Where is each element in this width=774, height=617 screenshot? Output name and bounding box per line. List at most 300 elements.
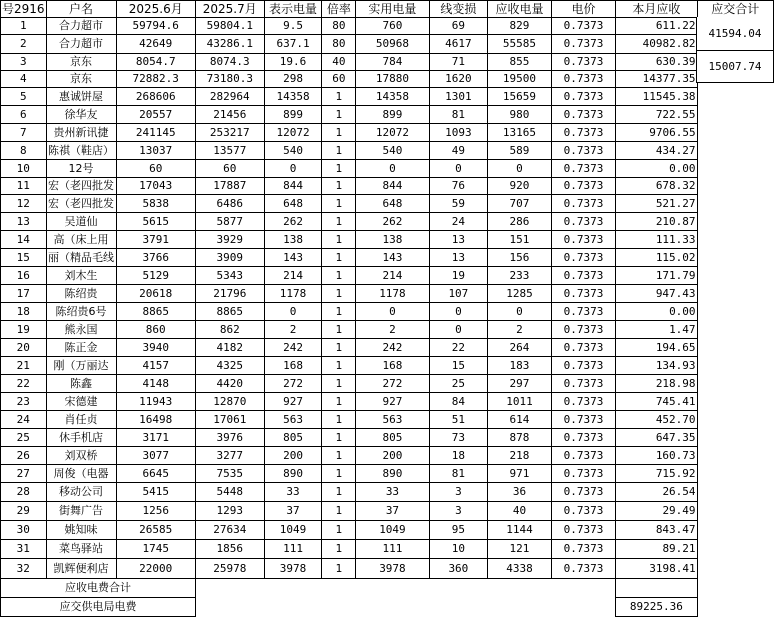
table-cell: 890	[264, 465, 322, 483]
column-header: 户名	[46, 1, 116, 18]
table-cell: 30	[1, 521, 47, 540]
table-cell: 194.65	[616, 339, 697, 357]
empty-cell	[429, 598, 487, 617]
table-cell: 19500	[488, 71, 552, 88]
table-cell: 21456	[195, 106, 264, 124]
table-cell: 0.7373	[551, 393, 615, 411]
empty-cell	[697, 465, 773, 483]
table-cell: 72882.3	[116, 71, 195, 88]
table-cell: 843.47	[616, 521, 697, 540]
table-cell: 14358	[356, 88, 429, 106]
table-cell: 73	[429, 429, 487, 447]
column-header: 表示电量	[264, 1, 322, 18]
table-cell: 凯辉便利店	[46, 559, 116, 579]
table-cell: 611.22	[616, 18, 697, 35]
table-cell: 21796	[195, 285, 264, 303]
table-cell: 5448	[195, 483, 264, 502]
table-cell: 0	[429, 160, 487, 178]
receivable-value	[616, 579, 697, 598]
table-cell: 1	[322, 249, 356, 267]
empty-cell	[697, 142, 773, 160]
table-cell: 18	[429, 447, 487, 465]
table-cell: 745.41	[616, 393, 697, 411]
table-cell: 262	[356, 213, 429, 231]
table-cell: 22	[429, 339, 487, 357]
table-cell: 73180.3	[195, 71, 264, 88]
table-cell: 563	[356, 411, 429, 429]
table-cell: 4420	[195, 375, 264, 393]
empty-cell	[697, 321, 773, 339]
empty-cell	[697, 267, 773, 285]
table-cell: 25978	[195, 559, 264, 579]
table-cell: 0.7373	[551, 559, 615, 579]
table-cell: 11545.38	[616, 88, 697, 106]
table-cell: 3976	[195, 429, 264, 447]
column-header: 应收电量	[488, 1, 552, 18]
table-cell: 89.21	[616, 540, 697, 559]
column-header: 本月应收	[616, 1, 697, 18]
table-cell: 36	[488, 483, 552, 502]
empty-cell	[195, 598, 264, 617]
table-cell: 22	[1, 375, 47, 393]
empty-cell	[264, 579, 322, 598]
receivable-total-row	[1, 579, 774, 598]
table-cell: 33	[264, 483, 322, 502]
table-cell: 143	[264, 249, 322, 267]
table-cell: 37	[264, 502, 322, 521]
table-cell: 9706.55	[616, 124, 697, 142]
table-cell: 0.7373	[551, 321, 615, 339]
receivable-label: 应收电费合计	[1, 579, 196, 598]
table-cell: 111	[264, 540, 322, 559]
table-cell: 3077	[116, 447, 195, 465]
table-cell: 3940	[116, 339, 195, 357]
table-cell: 10	[1, 160, 47, 178]
empty-cell	[697, 447, 773, 465]
table-cell: 25	[429, 375, 487, 393]
table-cell: 7535	[195, 465, 264, 483]
table-cell: 1049	[264, 521, 322, 540]
table-cell: 1	[322, 303, 356, 321]
empty-cell	[697, 521, 773, 540]
table-cell: 0.7373	[551, 483, 615, 502]
empty-cell	[697, 249, 773, 267]
table-cell: 138	[264, 231, 322, 249]
table-cell: 3	[1, 54, 47, 71]
table-cell: 899	[356, 106, 429, 124]
table-cell: 0.7373	[551, 178, 615, 195]
table-row	[1, 142, 774, 160]
table-cell: 0.7373	[551, 249, 615, 267]
column-header: 2025.7月	[195, 1, 264, 18]
table-cell: 81	[429, 106, 487, 124]
table-cell: 0.7373	[551, 231, 615, 249]
table-cell: 214	[356, 267, 429, 285]
table-row	[1, 483, 774, 502]
empty-cell	[488, 598, 552, 617]
table-cell: 272	[356, 375, 429, 393]
table-cell: 844	[356, 178, 429, 195]
table-cell: 13	[429, 231, 487, 249]
table-cell: 25	[1, 429, 47, 447]
table-cell: 107	[429, 285, 487, 303]
table-cell: 0.7373	[551, 54, 615, 71]
table-cell: 3171	[116, 429, 195, 447]
table-cell: 合力超市	[46, 35, 116, 54]
table-cell: 1	[322, 195, 356, 213]
table-cell: 宏（老四批发	[46, 178, 116, 195]
empty-cell	[488, 579, 552, 598]
empty-cell	[356, 598, 429, 617]
table-cell: 5838	[116, 195, 195, 213]
table-cell: 1	[322, 267, 356, 285]
table-cell: 14	[1, 231, 47, 249]
empty-cell	[697, 357, 773, 375]
payable-total-row	[1, 598, 774, 617]
table-cell: 3909	[195, 249, 264, 267]
table-cell: 4617	[429, 35, 487, 54]
table-cell: 200	[264, 447, 322, 465]
table-cell: 1	[322, 540, 356, 559]
table-cell: 233	[488, 267, 552, 285]
table-cell: 927	[264, 393, 322, 411]
table-cell: 49	[429, 142, 487, 160]
table-cell: 3	[429, 502, 487, 521]
header-row	[1, 1, 774, 18]
table-cell: 59	[429, 195, 487, 213]
empty-cell	[264, 598, 322, 617]
table-cell: 32	[1, 559, 47, 579]
table-cell: 宋德建	[46, 393, 116, 411]
table-cell: 16498	[116, 411, 195, 429]
table-cell: 614	[488, 411, 552, 429]
table-cell: 1301	[429, 88, 487, 106]
empty-cell	[697, 178, 773, 195]
table-cell: 街舞广告	[46, 502, 116, 521]
table-cell: 805	[356, 429, 429, 447]
table-cell: 563	[264, 411, 322, 429]
table-cell: 1	[322, 321, 356, 339]
table-cell: 927	[356, 393, 429, 411]
table-cell: 3	[429, 483, 487, 502]
table-cell: 71	[429, 54, 487, 71]
table-cell: 42649	[116, 35, 195, 54]
table-cell: 4325	[195, 357, 264, 375]
table-cell: 59794.6	[116, 18, 195, 35]
table-cell: 周俊（电器	[46, 465, 116, 483]
table-cell: 707	[488, 195, 552, 213]
table-cell: 姚知味	[46, 521, 116, 540]
table-cell: 20	[1, 339, 47, 357]
table-row	[1, 213, 774, 231]
table-row	[1, 411, 774, 429]
table-cell: 8	[1, 142, 47, 160]
table-cell: 920	[488, 178, 552, 195]
empty-cell	[697, 195, 773, 213]
table-row	[1, 465, 774, 483]
table-cell: 151	[488, 231, 552, 249]
table-cell: 297	[488, 375, 552, 393]
table-cell: 81	[429, 465, 487, 483]
table-cell: 862	[195, 321, 264, 339]
table-cell: 0.7373	[551, 540, 615, 559]
table-cell: 5129	[116, 267, 195, 285]
side-total-1: 41594.04	[696, 17, 774, 51]
table-cell: 241145	[116, 124, 195, 142]
table-cell: 0.00	[616, 303, 697, 321]
empty-cell	[697, 502, 773, 521]
empty-cell	[697, 106, 773, 124]
table-row	[1, 502, 774, 521]
table-cell: 20618	[116, 285, 195, 303]
table-cell: 272	[264, 375, 322, 393]
empty-cell	[551, 579, 615, 598]
table-cell: 1	[322, 411, 356, 429]
table-row	[1, 540, 774, 559]
empty-cell	[551, 598, 615, 617]
table-cell: 286	[488, 213, 552, 231]
table-cell: 678.32	[616, 178, 697, 195]
table-cell: 0	[264, 160, 322, 178]
table-cell: 休手机店	[46, 429, 116, 447]
table-row	[1, 54, 774, 71]
table-cell: 11	[1, 178, 47, 195]
table-cell: 1	[322, 559, 356, 579]
table-cell: 5415	[116, 483, 195, 502]
table-cell: 647.35	[616, 429, 697, 447]
table-cell: 111	[356, 540, 429, 559]
table-cell: 2	[488, 321, 552, 339]
table-cell: 60	[195, 160, 264, 178]
table-cell: 高（床上用	[46, 231, 116, 249]
table-cell: 刘木生	[46, 267, 116, 285]
table-cell: 0.7373	[551, 447, 615, 465]
table-cell: 22000	[116, 559, 195, 579]
empty-cell	[322, 579, 356, 598]
table-cell: 1	[322, 521, 356, 540]
table-cell: 434.27	[616, 142, 697, 160]
table-cell: 1	[322, 285, 356, 303]
table-cell: 0.7373	[551, 502, 615, 521]
empty-cell	[697, 339, 773, 357]
table-cell: 19	[429, 267, 487, 285]
table-cell: 143	[356, 249, 429, 267]
table-cell: 214	[264, 267, 322, 285]
table-cell: 2	[264, 321, 322, 339]
table-cell: 805	[264, 429, 322, 447]
table-cell: 1	[322, 429, 356, 447]
table-cell: 9.5	[264, 18, 322, 35]
table-cell: 1745	[116, 540, 195, 559]
table-cell: 37	[356, 502, 429, 521]
table-row	[1, 71, 774, 88]
table-cell: 264	[488, 339, 552, 357]
table-cell: 540	[264, 142, 322, 160]
table-cell: 3978	[264, 559, 322, 579]
table-cell: 540	[356, 142, 429, 160]
table-row	[1, 303, 774, 321]
table-cell: 惠诚饼屋	[46, 88, 116, 106]
table-cell: 肖任贞	[46, 411, 116, 429]
table-cell: 138	[356, 231, 429, 249]
table-cell: 1144	[488, 521, 552, 540]
table-cell: 1	[322, 88, 356, 106]
table-cell: 18	[1, 303, 47, 321]
table-cell: 4338	[488, 559, 552, 579]
table-cell: 21	[1, 357, 47, 375]
table-cell: 12072	[264, 124, 322, 142]
table-cell: 1	[322, 106, 356, 124]
table-cell: 0.7373	[551, 142, 615, 160]
table-cell: 京东	[46, 71, 116, 88]
table-cell: 171.79	[616, 267, 697, 285]
table-cell: 0	[429, 303, 487, 321]
table-cell: 0	[356, 303, 429, 321]
table-cell: 1	[322, 213, 356, 231]
table-row	[1, 521, 774, 540]
table-cell: 0.00	[616, 160, 697, 178]
column-header: 实用电量	[356, 1, 429, 18]
table-cell: 0.7373	[551, 195, 615, 213]
empty-cell	[697, 559, 773, 579]
table-cell: 8865	[195, 303, 264, 321]
table-row	[1, 231, 774, 249]
table-cell: 1178	[264, 285, 322, 303]
table-row	[1, 106, 774, 124]
table-cell: 19.6	[264, 54, 322, 71]
table-cell: 12号	[46, 160, 116, 178]
table-cell: 160.73	[616, 447, 697, 465]
empty-cell	[697, 88, 773, 106]
table-cell: 3929	[195, 231, 264, 249]
table-cell: 1	[322, 339, 356, 357]
table-cell: 121	[488, 540, 552, 559]
empty-cell	[697, 303, 773, 321]
table-cell: 262	[264, 213, 322, 231]
table-cell: 1	[322, 178, 356, 195]
table-row	[1, 124, 774, 142]
table-cell: 76	[429, 178, 487, 195]
table-cell: 1	[322, 231, 356, 249]
table-cell: 1.47	[616, 321, 697, 339]
table-cell: 0.7373	[551, 375, 615, 393]
table-cell: 合力超市	[46, 18, 116, 35]
table-cell: 0.7373	[551, 357, 615, 375]
table-cell: 1	[322, 447, 356, 465]
table-cell: 陈鑫	[46, 375, 116, 393]
table-cell: 贵州新讯捷	[46, 124, 116, 142]
table-cell: 0.7373	[551, 35, 615, 54]
table-cell: 1011	[488, 393, 552, 411]
table-row	[1, 447, 774, 465]
table-cell: 589	[488, 142, 552, 160]
table-cell: 19	[1, 321, 47, 339]
table-cell: 282964	[195, 88, 264, 106]
table-cell: 0.7373	[551, 88, 615, 106]
table-cell: 15659	[488, 88, 552, 106]
empty-cell	[697, 540, 773, 559]
empty-cell	[697, 213, 773, 231]
column-header: 2025.6月	[116, 1, 195, 18]
table-cell: 59804.1	[195, 18, 264, 35]
table-cell: 168	[264, 357, 322, 375]
empty-cell	[356, 579, 429, 598]
table-cell: 陈绍贵6号	[46, 303, 116, 321]
table-cell: 0.7373	[551, 18, 615, 35]
table-cell: 菜鸟驿站	[46, 540, 116, 559]
table-cell: 2	[356, 321, 429, 339]
table-cell: 43286.1	[195, 35, 264, 54]
table-cell: 23	[1, 393, 47, 411]
table-cell: 0.7373	[551, 303, 615, 321]
table-cell: 84	[429, 393, 487, 411]
table-cell: 1856	[195, 540, 264, 559]
table-row	[1, 559, 774, 579]
table-cell: 13037	[116, 142, 195, 160]
table-cell: 0	[264, 303, 322, 321]
table-cell: 1	[322, 393, 356, 411]
table-cell: 宏（老四批发	[46, 195, 116, 213]
table-cell: 3978	[356, 559, 429, 579]
empty-cell	[322, 598, 356, 617]
table-row	[1, 429, 774, 447]
empty-cell	[697, 285, 773, 303]
table-row	[1, 178, 774, 195]
table-cell: 253217	[195, 124, 264, 142]
table-cell: 648	[356, 195, 429, 213]
table-cell: 0	[488, 160, 552, 178]
table-cell: 13165	[488, 124, 552, 142]
column-header: 号2916	[2, 2, 45, 16]
empty-cell	[697, 160, 773, 178]
table-cell: 陈绍贵	[46, 285, 116, 303]
side-total-2: 15007.74	[696, 51, 774, 83]
table-cell: 715.92	[616, 465, 697, 483]
table-row	[1, 393, 774, 411]
table-cell: 298	[264, 71, 322, 88]
table-cell: 0.7373	[551, 339, 615, 357]
table-cell: 17	[1, 285, 47, 303]
table-row	[1, 249, 774, 267]
table-cell: 4157	[116, 357, 195, 375]
table-cell: 移动公司	[46, 483, 116, 502]
table-cell: 0.7373	[551, 285, 615, 303]
table-cell: 0.7373	[551, 213, 615, 231]
table-cell: 33	[356, 483, 429, 502]
table-cell: 648	[264, 195, 322, 213]
table-cell: 24	[429, 213, 487, 231]
table-row	[1, 160, 774, 178]
table-cell: 27634	[195, 521, 264, 540]
table-cell: 17043	[116, 178, 195, 195]
table-cell: 1	[1, 18, 47, 35]
table-cell: 40982.82	[616, 35, 697, 54]
empty-cell	[697, 411, 773, 429]
table-cell: 3198.41	[616, 559, 697, 579]
table-cell: 0.7373	[551, 521, 615, 540]
table-row	[1, 267, 774, 285]
table-cell: 1	[322, 160, 356, 178]
empty-cell	[429, 579, 487, 598]
table-cell: 844	[264, 178, 322, 195]
table-cell: 1256	[116, 502, 195, 521]
table-cell: 947.43	[616, 285, 697, 303]
table-cell: 1	[322, 502, 356, 521]
column-header: 倍率	[322, 1, 356, 18]
table-cell: 0	[356, 160, 429, 178]
empty-cell	[697, 579, 773, 598]
table-cell: 1620	[429, 71, 487, 88]
